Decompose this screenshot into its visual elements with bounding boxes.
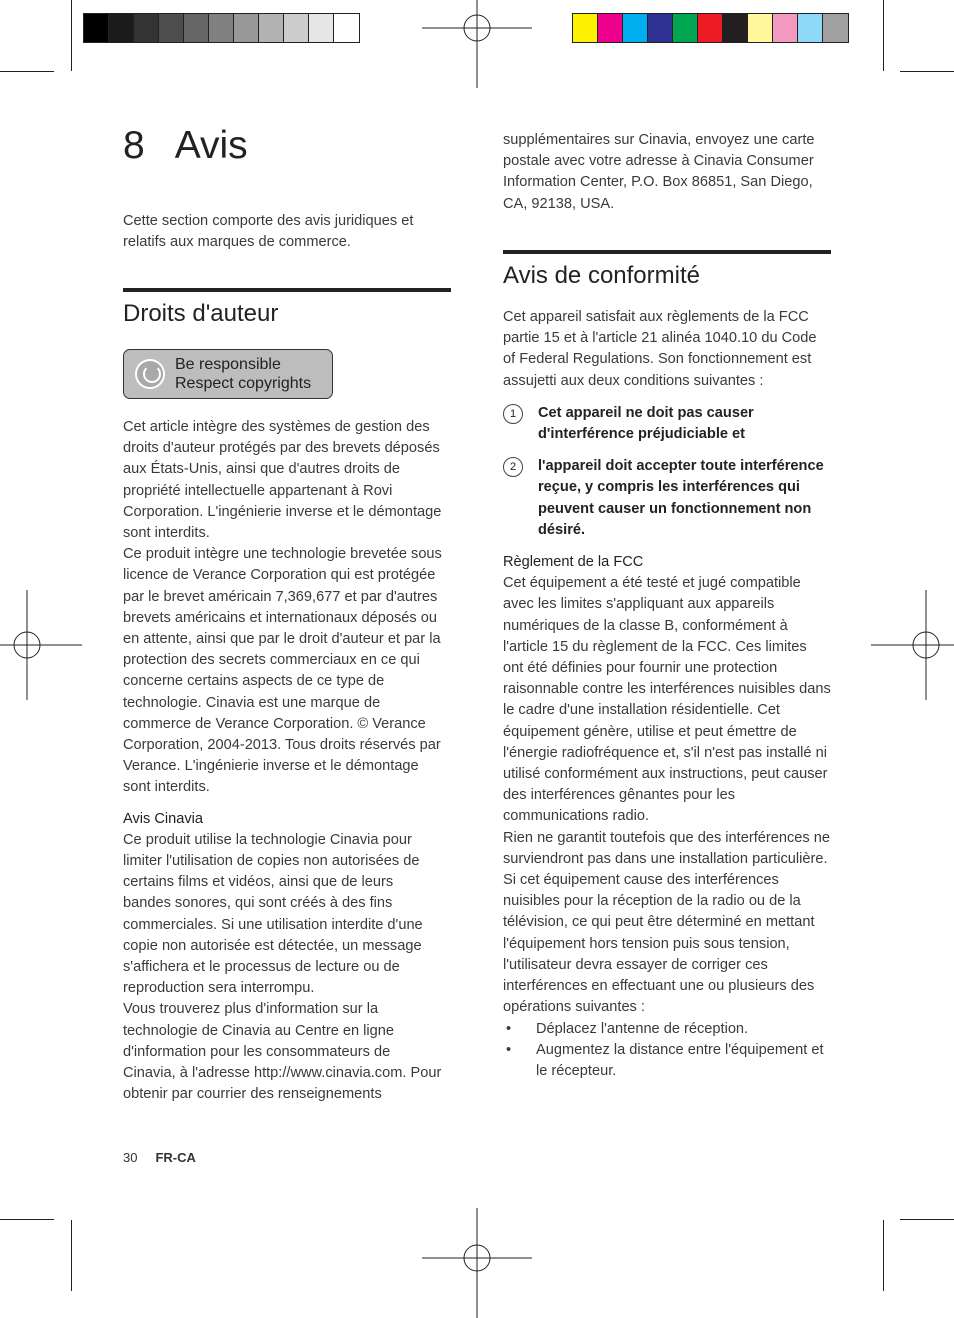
page-footer xyxy=(123,1150,196,1165)
color-swatch xyxy=(84,14,109,42)
color-swatch xyxy=(598,14,623,42)
badge-text xyxy=(175,355,311,393)
cinavia-continuation xyxy=(503,130,829,215)
chapter-title xyxy=(123,122,248,170)
copyright-paragraph-1: Cet article intègre des systèmes de gestion des droits d'auteur protégés par des brevets déposés aux États-Unis, ainsi que d'autres droits de propriété intellectuelle appartenant à Rovi Corporation. L'ingénierie inverse et le démontage sont interdits. xyxy=(123,419,442,542)
condition-text-2: l'appareil doit accepter toute interférence reçue, y compris les interférences qui peuvent causer un fonctionnement non désiré. xyxy=(538,458,824,538)
fcc-title: Règlement de la FCC xyxy=(503,554,644,571)
conformity-paragraph-1: Cet appareil satisfait aux règlements de la FCC partie 15 et à l'article 21 alinéa 1040.10 du Code of Federal Regulations. Son fonctionnement est assujetti aux deux conditions suivantes : xyxy=(503,309,817,389)
language-code: FR-CA xyxy=(155,1150,196,1165)
copyright-section-heading xyxy=(123,288,451,329)
color-swatch xyxy=(284,14,309,42)
color-swatch xyxy=(134,14,159,42)
registration-mark-left-icon xyxy=(0,590,82,700)
copyright-heading: Droits d'auteur xyxy=(123,288,451,329)
fcc-paragraph-1: Cet équipement a été testé et jugé compatible avec les limites s'appliquant aux appareils numériques de la classe B, conformément à l'article 15 du règlement de la FCC. Ces limites ont été définies pour fournir une protection raisonnable contre les interférences nuisibles dans le cadre d'une installation résidentielle. Cet équipement génère, utilise et peut émettre de l'énergie radiofréquence et, s'il n'est pas installé ni utilisé conformément aux instructions, peut causer des interférences gênantes pour les communications radio. xyxy=(503,575,831,825)
grayscale-color-bar xyxy=(83,13,360,43)
color-swatch xyxy=(573,14,598,42)
left-column xyxy=(123,211,453,253)
cinavia-paragraph-2-continued: supplémentaires sur Cinavia, envoyez une carte postale avec votre adresse à Cinavia Consumer Information Center, P.O. Box 86851, San Diego, CA, 92138, USA. xyxy=(503,132,815,212)
copyright-paragraph-2: Ce produit intègre une technologie brevetée sous licence de Verance Corporation qui est protégée par le brevet américain 7,369,677 et par d'autres brevets américains et internationaux déposés ou en attente, ainsi que par le droit d'auteur et par la protection des secrets commerciaux en ce qui concerne certains aspects de ce type de technologie. Cinavia est une marque de commerce de Verance Corporation. © Verance Corporation, 2004-2013. Tous droits réservés par Verance. L'ingénierie inverse et le démontage sont interdits. xyxy=(123,546,442,796)
conformity-body xyxy=(503,307,831,1082)
fcc-paragraph-2: Rien ne garantit toutefois que des interférences ne surviendront pas dans une installation particulière. Si cet équipement cause des interférences nuisibles pour la réception de la radio ou de la télévision, ce qui peut être déterminé en mettant l'équipement hors tension puis sous tension, l'utilisateur devra essayer de corriger ces interférences en effectuant une ou plusieurs des opérations suivantes : xyxy=(503,829,830,1016)
condition-item-1 xyxy=(503,403,831,445)
copyright-badge xyxy=(123,349,333,399)
page-number: 30 xyxy=(123,1150,138,1165)
chapter-name: Avis xyxy=(174,124,248,167)
power-circle-icon xyxy=(135,359,165,389)
conformity-heading: Avis de conformité xyxy=(503,250,831,291)
bullet-icon: • xyxy=(506,1020,512,1037)
chapter-number: 8 xyxy=(123,124,145,167)
color-swatch xyxy=(673,14,698,42)
cinavia-title: Avis Cinavia xyxy=(123,810,204,827)
color-swatch xyxy=(184,14,209,42)
color-swatch xyxy=(623,14,648,42)
copyright-body xyxy=(123,417,445,1106)
conformity-section-heading xyxy=(503,250,831,291)
color-swatch xyxy=(823,14,848,42)
badge-line-2: Respect copyrights xyxy=(175,375,312,392)
color-swatch xyxy=(334,14,359,42)
registration-mark-bottom-icon xyxy=(422,1208,532,1318)
color-swatch xyxy=(259,14,284,42)
intro-text: Cette section comporte des avis juridiques et relatifs aux marques de commerce. xyxy=(123,213,414,251)
bullet-item-2 xyxy=(503,1040,831,1082)
color-swatch xyxy=(159,14,184,42)
color-swatch xyxy=(648,14,673,42)
process-color-bar xyxy=(572,13,849,43)
color-swatch xyxy=(773,14,798,42)
number-1-icon: 1 xyxy=(503,404,523,424)
registration-mark-right-icon xyxy=(871,590,954,700)
color-swatch xyxy=(698,14,723,42)
condition-text-1: Cet appareil ne doit pas causer d'interférence préjudiciable et xyxy=(538,404,754,443)
number-2-icon: 2 xyxy=(503,457,523,477)
color-swatch xyxy=(109,14,134,42)
color-swatch xyxy=(748,14,773,42)
cinavia-paragraph-1: Ce produit utilise la technologie Cinavia pour limiter l'utilisation de copies non autorisées de certains films et vidéos, ainsi que de leurs bandes sonores, qui sont créés à des fins commerciales. Si une utilisation interdite d'une copie non autorisée est détectée, un message s'affichera et le processus de lecture ou de reproduction sera interrompu. xyxy=(123,831,423,997)
color-swatch xyxy=(798,14,823,42)
registration-mark-top-icon xyxy=(422,0,532,88)
badge-line-1: Be responsible xyxy=(175,356,281,373)
bullet-text-1: Déplacez l'antenne de réception. xyxy=(536,1020,749,1037)
condition-item-2 xyxy=(503,456,831,541)
color-swatch xyxy=(723,14,748,42)
color-swatch xyxy=(209,14,234,42)
cinavia-paragraph-2: Vous trouverez plus d'information sur la technologie de Cinavia au Centre en ligne d'information pour les consommateurs de Cinavia, à l'adresse http://www.cinavia.com. Pour obtenir par courrier des renseignements xyxy=(123,1001,442,1103)
bullet-item-1 xyxy=(503,1019,831,1040)
color-swatch xyxy=(234,14,259,42)
bullet-icon: • xyxy=(506,1041,512,1058)
bullet-text-2: Augmentez la distance entre l'équipement et le récepteur. xyxy=(536,1041,824,1079)
color-swatch xyxy=(309,14,334,42)
